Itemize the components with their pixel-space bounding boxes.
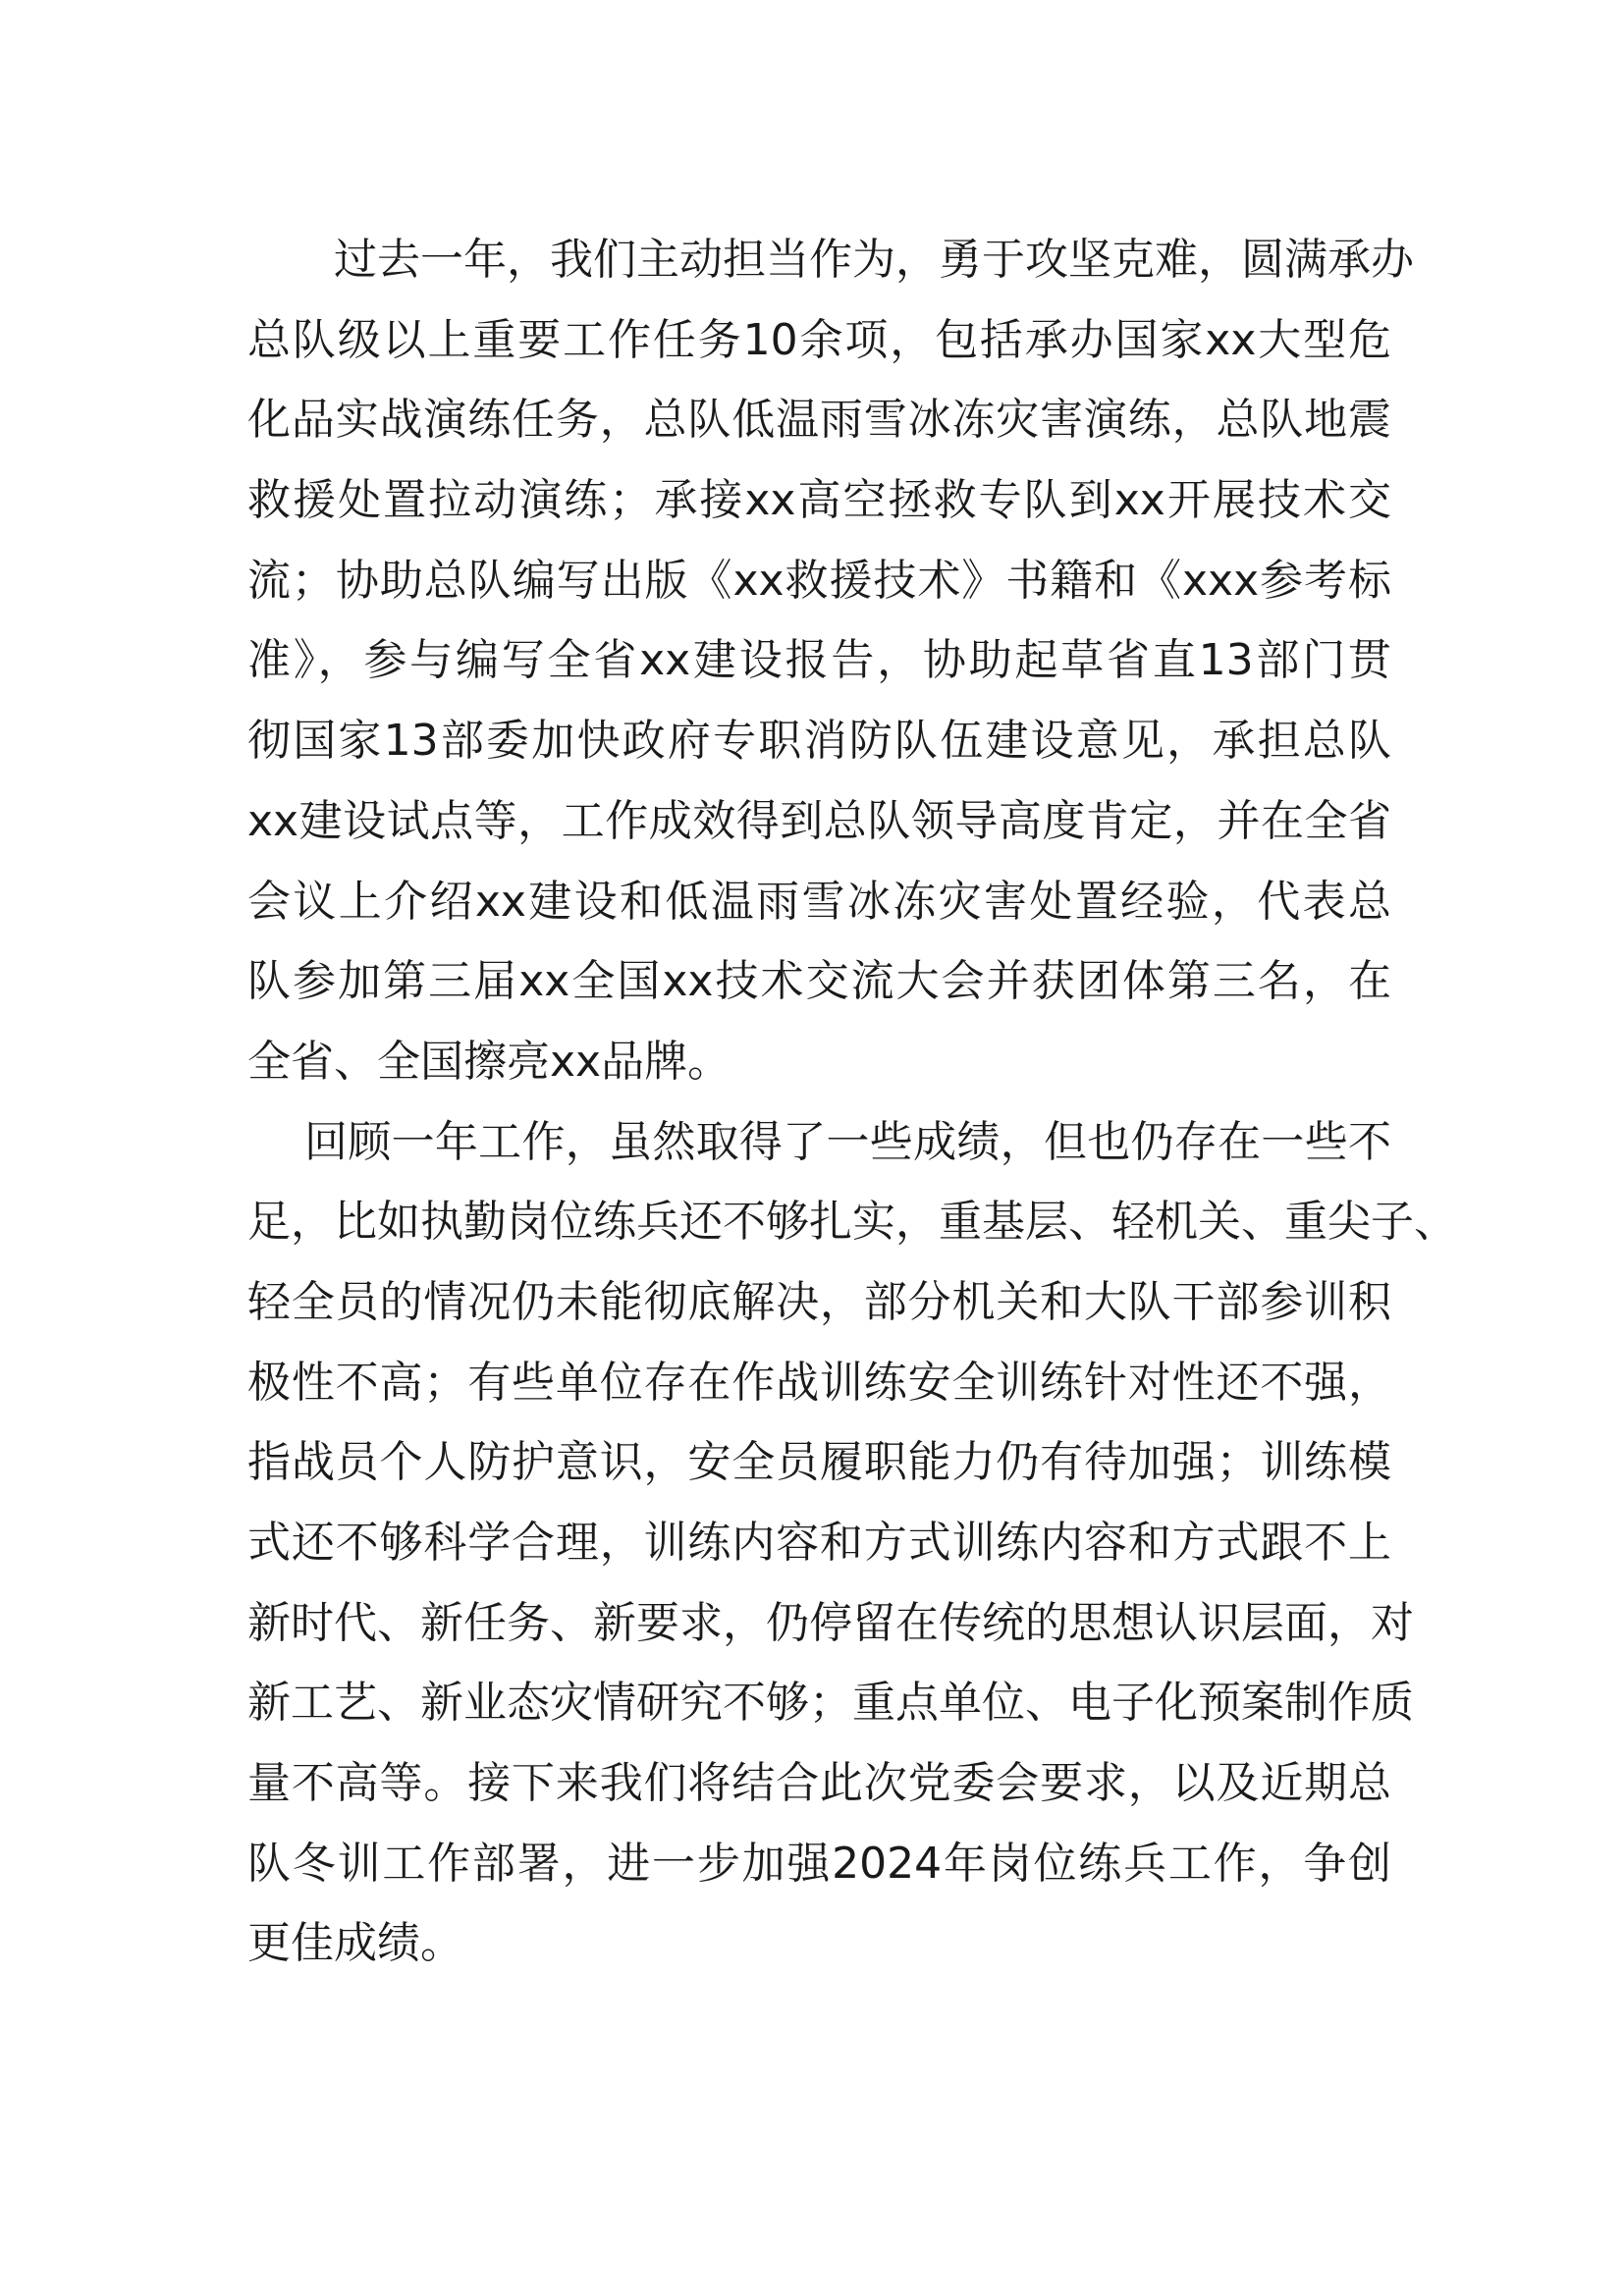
- text-line: 式还不够科学合理，训练内容和方式训练内容和方式跟不上: [247, 1518, 1391, 1568]
- text-line: 准》，参与编写全省xx建设报告，协助起草省直13部门贯: [247, 635, 1391, 686]
- text-line: 队冬训工作部署，进一步加强2024年岗位练兵工作，争创: [247, 1838, 1391, 1889]
- text-line: 新工艺、新业态灾情研究不够；重点单位、电子化预案制作质: [247, 1678, 1414, 1729]
- text-line: 轻全员的情况仍未能彻底解决，部分机关和大队干部参训积: [247, 1276, 1391, 1327]
- text-line: 回顾一年工作，虽然取得了一些成绩，但也仍存在一些不: [304, 1116, 1391, 1167]
- text-line: 流；协助总队编写出版《xx救援技术》书籍和《xxx参考标: [247, 555, 1391, 606]
- text-line: 量不高等。接下来我们将结合此次党委会要求，以及近期总: [247, 1758, 1391, 1809]
- text-line: 指战员个人防护意识，安全员履职能力仍有待加强；训练模: [247, 1437, 1391, 1488]
- text-line: 新时代、新任务、新要求，仍停留在传统的思想认识层面，对: [247, 1597, 1414, 1648]
- text-line: 总队级以上重要工作任务10余项，包括承办国家xx大型危: [247, 314, 1391, 365]
- text-line: 足，比如执勤岗位练兵还不够扎实，重基层、轻机关、重尖子、: [247, 1197, 1457, 1248]
- text-line: 极性不高；有些单位存在作战训练安全训练针对性还不强，: [247, 1357, 1391, 1408]
- text-line: xx建设试点等，工作成效得到总队领导高度肯定，并在全省: [247, 795, 1391, 846]
- text-line: 化品实战演练任务，总队低温雨雪冰冻灾害演练，总队地震: [247, 395, 1391, 446]
- text-line: 过去一年，我们主动担当作为，勇于攻坚克难，圆满承办: [334, 235, 1414, 285]
- paragraph-shortcomings: [247, 1102, 1457, 1985]
- paragraph-achievements: [247, 220, 1414, 1102]
- text-line: 彻国家13部委加快政府专职消防队伍建设意见，承担总队: [247, 716, 1391, 767]
- document-body: [247, 220, 1457, 1984]
- text-line: 会议上介绍xx建设和低温雨雪冰冻灾害处置经验，代表总: [247, 876, 1391, 927]
- text-line: 救援处置拉动演练；承接xx高空拯救专队到xx开展技术交: [247, 475, 1391, 526]
- text-line: 队参加第三届xx全国xx技术交流大会并获团体第三名，在: [247, 956, 1391, 1007]
- text-line: 全省、全国擦亮xx品牌。: [247, 1036, 731, 1087]
- text-line: 更佳成绩。: [247, 1918, 463, 1969]
